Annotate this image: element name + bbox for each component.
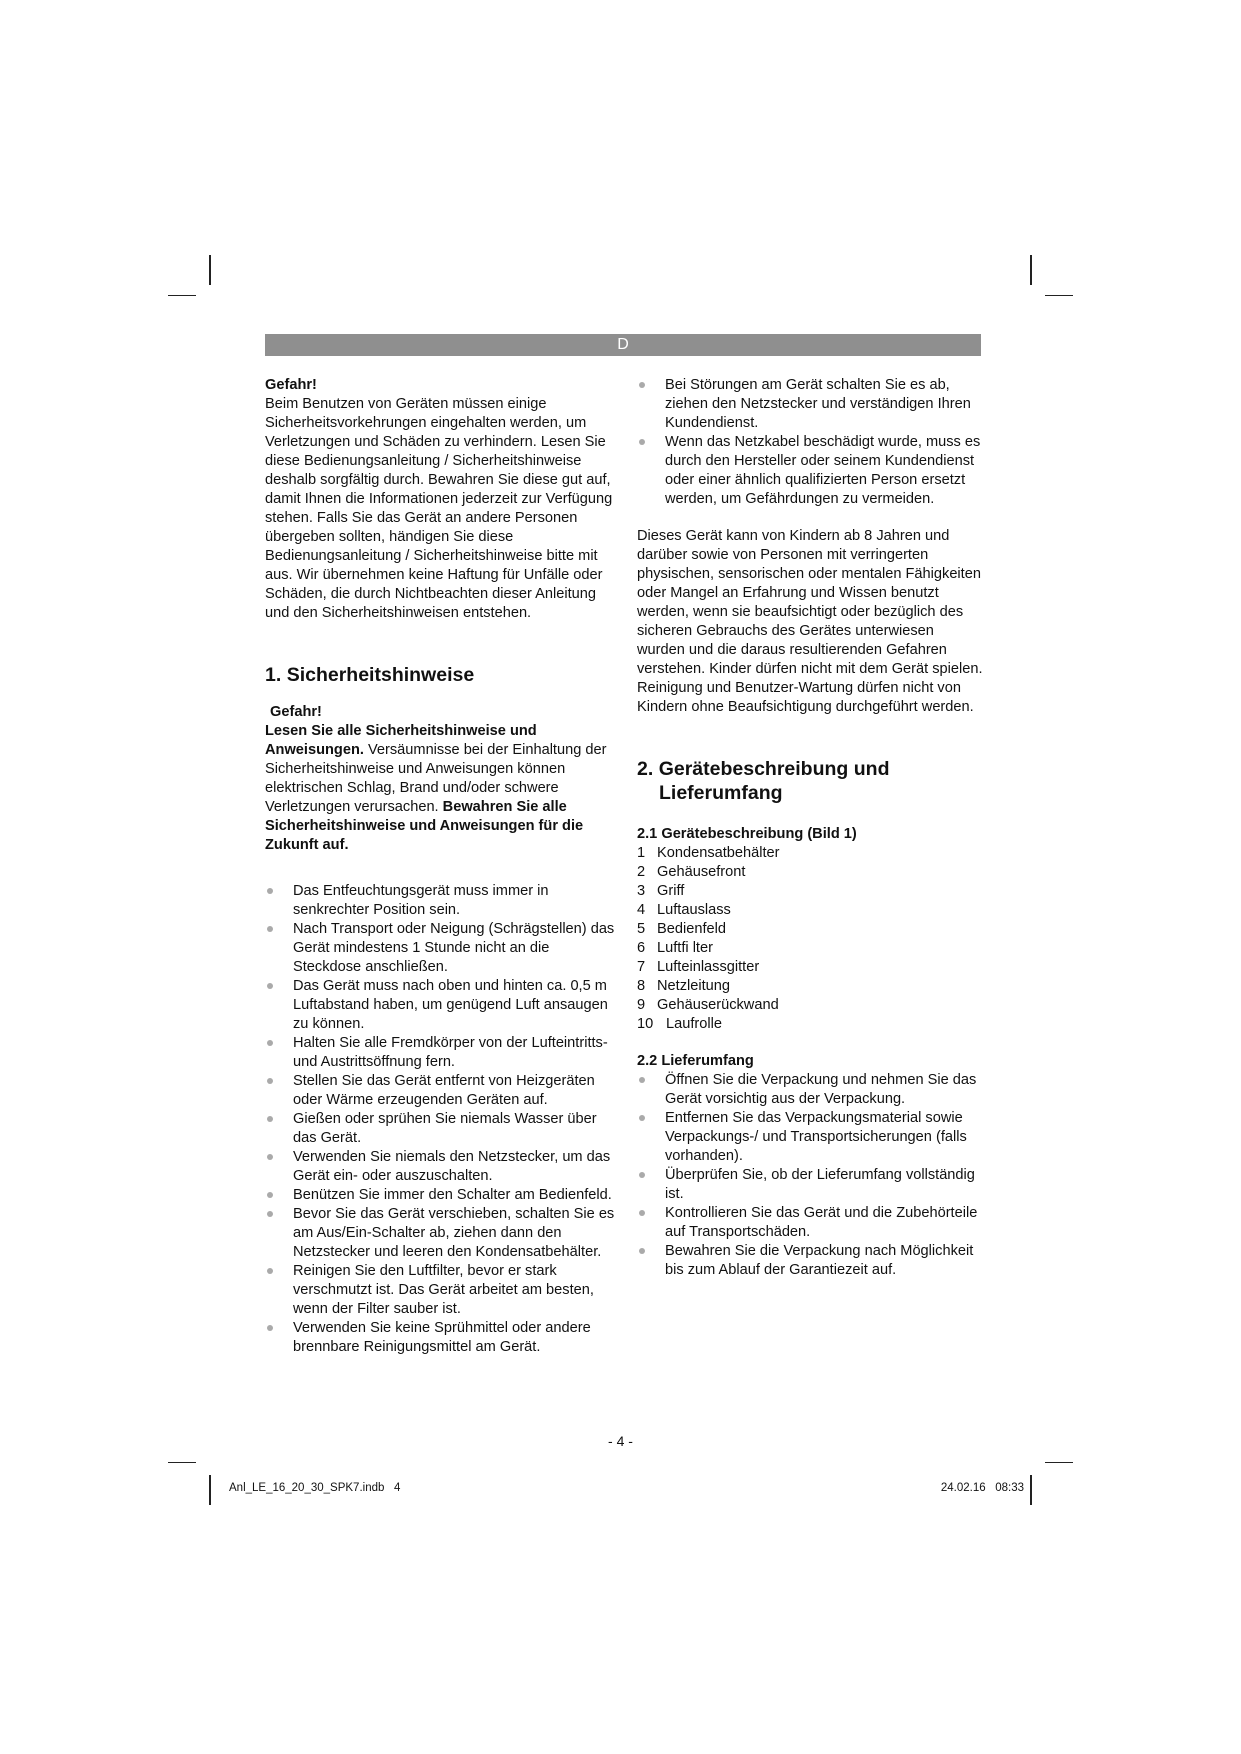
bullet-icon <box>639 1210 645 1216</box>
part-number: 3 <box>637 883 646 899</box>
list-item <box>637 433 985 509</box>
bullet-icon <box>267 1154 273 1160</box>
safety-bullet-list-continued <box>637 376 985 509</box>
footer-date-info: 24.02.16 08:33 <box>940 1482 1024 1494</box>
list-item <box>637 863 985 882</box>
list-item <box>637 901 985 920</box>
bullet-icon <box>639 439 645 445</box>
list-item <box>265 1072 617 1110</box>
list-item <box>637 1204 985 1242</box>
part-label: Luftfi lter <box>657 940 713 956</box>
bullet-icon <box>639 382 645 388</box>
list-item <box>637 1071 985 1109</box>
subsection-2-2-heading: 2.2 Lieferumfang <box>637 1053 754 1069</box>
list-item-text: Überprüfen Sie, ob der Lieferumfang vollständig ist. <box>665 1167 975 1202</box>
list-item <box>637 1015 985 1034</box>
list-item <box>637 996 985 1015</box>
bullet-icon <box>267 1078 273 1084</box>
bullet-icon <box>267 1268 273 1274</box>
list-item-text: Das Entfeuchtungsgerät muss immer in senkrechter Position sein. <box>293 883 549 918</box>
list-item <box>637 376 985 433</box>
list-item-text: Wenn das Netzkabel beschädigt wurde, muss es durch den Hersteller oder seinem Kundendienst oder einer ähnlich qualifizierten Person ersetzt werden, um Gefährdungen zu vermeiden. <box>665 434 981 507</box>
footer-file-info: Anl_LE_16_20_30_SPK7.indb 4 <box>229 1482 401 1494</box>
bullet-icon <box>267 1116 273 1122</box>
list-item <box>265 920 617 977</box>
list-item-text: Stellen Sie das Gerät entfernt von Heizgeräten oder Wärme erzeugenden Geräten auf. <box>293 1073 595 1108</box>
crop-mark-bottom-right-vertical <box>1030 1475 1032 1505</box>
list-item-text: Halten Sie alle Fremdkörper von der Lufteintritts- und Austrittsöffnung fern. <box>293 1035 608 1070</box>
list-item <box>637 882 985 901</box>
children-paragraph: Dieses Gerät kann von Kindern ab 8 Jahren und darüber sowie von Personen mit verringerten physischen, sensorischen oder mentalen Fähigkeiten oder Mangel an Erfahrung und Wissen benutzt werden, wenn sie beaufsichtigt oder bezüglich des sicheren Gebrauchs des Gerätes unterwiesen wurden und die daraus resultierenden Gefahren verstehen. Kinder dürfen nicht mit dem Gerät spielen. Reinigung und Benutzer-Wartung dürfen nicht von Kindern ohne Beaufsichtigung durchgeführt werden. <box>637 528 983 715</box>
list-item <box>637 1166 985 1204</box>
part-label: Griff <box>657 883 685 899</box>
section-2-title-line-2: Lieferumfang <box>659 782 783 804</box>
list-item <box>265 1319 617 1357</box>
part-label: Gehäusefront <box>657 864 746 880</box>
section-1-title: Sicherheitshinweise <box>286 664 475 686</box>
language-bar <box>265 334 981 356</box>
left-column <box>265 376 617 1357</box>
part-label: Laufrolle <box>666 1016 722 1032</box>
language-label: D <box>617 336 629 353</box>
section-2-heading <box>637 757 985 805</box>
section-2-number: 2. <box>637 758 654 780</box>
warning-bold-1: Lesen Sie alle Sicherheitshinweise und Anweisungen. <box>265 723 537 758</box>
bullet-icon <box>267 1325 273 1331</box>
crop-mark-bottom-left-vertical <box>209 1475 211 1505</box>
crop-mark-bottom-left-horizontal <box>168 1462 196 1463</box>
scope-bullet-list <box>637 1071 985 1280</box>
bullet-icon <box>267 1211 273 1217</box>
part-label: Luftauslass <box>657 902 731 918</box>
part-label: Bedienfeld <box>657 921 726 937</box>
part-number: 10 <box>637 1016 654 1032</box>
bullet-icon <box>639 1077 645 1083</box>
bullet-icon <box>639 1248 645 1254</box>
section-1-heading <box>265 663 617 687</box>
part-label: Lufteinlassgitter <box>657 959 760 975</box>
list-item <box>265 977 617 1034</box>
list-item-text: Reinigen Sie den Luftfilter, bevor er stark verschmutzt ist. Das Gerät arbeitet am besten, wenn der Filter sauber ist. <box>293 1263 594 1317</box>
part-number: 7 <box>637 959 646 975</box>
section-1-number: 1. <box>265 664 282 686</box>
list-item <box>265 882 617 920</box>
list-item-text: Benützen Sie immer den Schalter am Bedienfeld. <box>293 1187 612 1203</box>
parts-list <box>637 844 985 1034</box>
list-item-text: Nach Transport oder Neigung (Schrägstellen) das Gerät mindestens 1 Stunde nicht an die Steckdose anschließen. <box>293 921 615 975</box>
bullet-icon <box>639 1172 645 1178</box>
bullet-icon <box>267 983 273 989</box>
bullet-icon <box>267 926 273 932</box>
part-label: Netzleitung <box>657 978 731 994</box>
warning-regular: Versäumnisse bei der Einhaltung der Sicherheitshinweise und Anweisungen können elektrischen Schlag, Brand und/oder schwere Verletzungen verursachen. <box>265 742 607 815</box>
part-number: 9 <box>637 997 646 1013</box>
list-item <box>265 1205 617 1262</box>
part-number: 6 <box>637 940 646 956</box>
crop-mark-top-right-horizontal <box>1045 295 1073 296</box>
list-item <box>637 844 985 863</box>
part-number: 8 <box>637 978 646 994</box>
bullet-icon <box>267 1040 273 1046</box>
right-column <box>637 376 985 1280</box>
list-item <box>265 1186 617 1205</box>
list-item <box>265 1110 617 1148</box>
subsection-2-1-heading: 2.1 Gerätebeschreibung (Bild 1) <box>637 826 857 842</box>
part-label: Kondensatbehälter <box>657 845 780 861</box>
part-number: 5 <box>637 921 646 937</box>
list-item <box>637 920 985 939</box>
list-item <box>637 1242 985 1280</box>
list-item <box>265 1034 617 1072</box>
bullet-icon <box>267 888 273 894</box>
part-number: 2 <box>637 864 646 880</box>
page-number: - 4 - <box>608 1433 633 1449</box>
list-item-text: Bevor Sie das Gerät verschieben, schalten Sie es am Aus/Ein-Schalter ab, ziehen dann den Netzstecker und leeren den Kondensatbehälter. <box>293 1206 615 1260</box>
crop-mark-top-left-vertical <box>209 255 211 285</box>
list-item <box>637 977 985 996</box>
bullet-icon <box>639 1115 645 1121</box>
intro-heading: Gefahr! <box>265 377 317 393</box>
list-item-text: Entfernen Sie das Verpackungsmaterial sowie Verpackungs-/ und Transportsicherungen (falls vorhanden). <box>665 1110 967 1164</box>
intro-paragraph: Beim Benutzen von Geräten müssen einige Sicherheitsvorkehrungen eingehalten werden, um Verletzungen und Schäden zu verhindern. Lesen Sie diese Bedienungsanleitung / Sicherheitshinweise deshalb sorgfältig durch. Bewahren Sie diese gut auf, damit Ihnen die Informationen jederzeit zur Verfügung stehen. Falls Sie das Gerät an andere Personen übergeben sollten, händigen Sie diese Bedienungsanleitung / Sicherheitshinweise bitte mit aus. Wir übernehmen keine Haftung für Unfälle oder Schäden, die durch Nichtbeachten dieser Anleitung und den Sicherheitshinweisen entstehen. <box>265 396 613 621</box>
part-number: 1 <box>637 845 646 861</box>
crop-mark-bottom-right-horizontal <box>1045 1462 1073 1463</box>
list-item-text: Gießen oder sprühen Sie niemals Wasser über das Gerät. <box>293 1111 597 1146</box>
warning-bold-2: Bewahren Sie alle Sicherheitshinweise und Anweisungen für die Zukunft auf. <box>265 799 584 853</box>
list-item <box>637 939 985 958</box>
list-item-text: Öffnen Sie die Verpackung und nehmen Sie das Gerät vorsichtig aus der Verpackung. <box>665 1072 977 1107</box>
crop-mark-top-left-horizontal <box>168 295 196 296</box>
bullet-icon <box>267 1192 273 1198</box>
warning-paragraph <box>265 722 617 855</box>
list-item-text: Verwenden Sie keine Sprühmittel oder andere brennbare Reinigungsmittel am Gerät. <box>293 1320 591 1355</box>
list-item <box>265 1262 617 1319</box>
list-item <box>265 1148 617 1186</box>
list-item <box>637 958 985 977</box>
list-item-text: Bewahren Sie die Verpackung nach Möglichkeit bis zum Ablauf der Garantiezeit auf. <box>665 1243 974 1278</box>
safety-bullet-list <box>265 882 617 1357</box>
warning-heading: Gefahr! <box>270 704 322 720</box>
list-item-text: Kontrollieren Sie das Gerät und die Zubehörteile auf Transportschäden. <box>665 1205 978 1240</box>
list-item-text: Verwenden Sie niemals den Netzstecker, um das Gerät ein- oder auszuschalten. <box>293 1149 611 1184</box>
list-item <box>637 1109 985 1166</box>
section-2-title-line-1: Gerätebeschreibung und <box>658 758 890 780</box>
list-item-text: Das Gerät muss nach oben und hinten ca. 0,5 m Luftabstand haben, um genügend Luft ansaugen zu können. <box>293 978 608 1032</box>
list-item-text: Bei Störungen am Gerät schalten Sie es ab, ziehen den Netzstecker und verständigen Ihren Kundendienst. <box>665 377 971 431</box>
part-label: Gehäuserückwand <box>657 997 779 1013</box>
part-number: 4 <box>637 902 646 918</box>
crop-mark-top-right-vertical <box>1030 255 1032 285</box>
